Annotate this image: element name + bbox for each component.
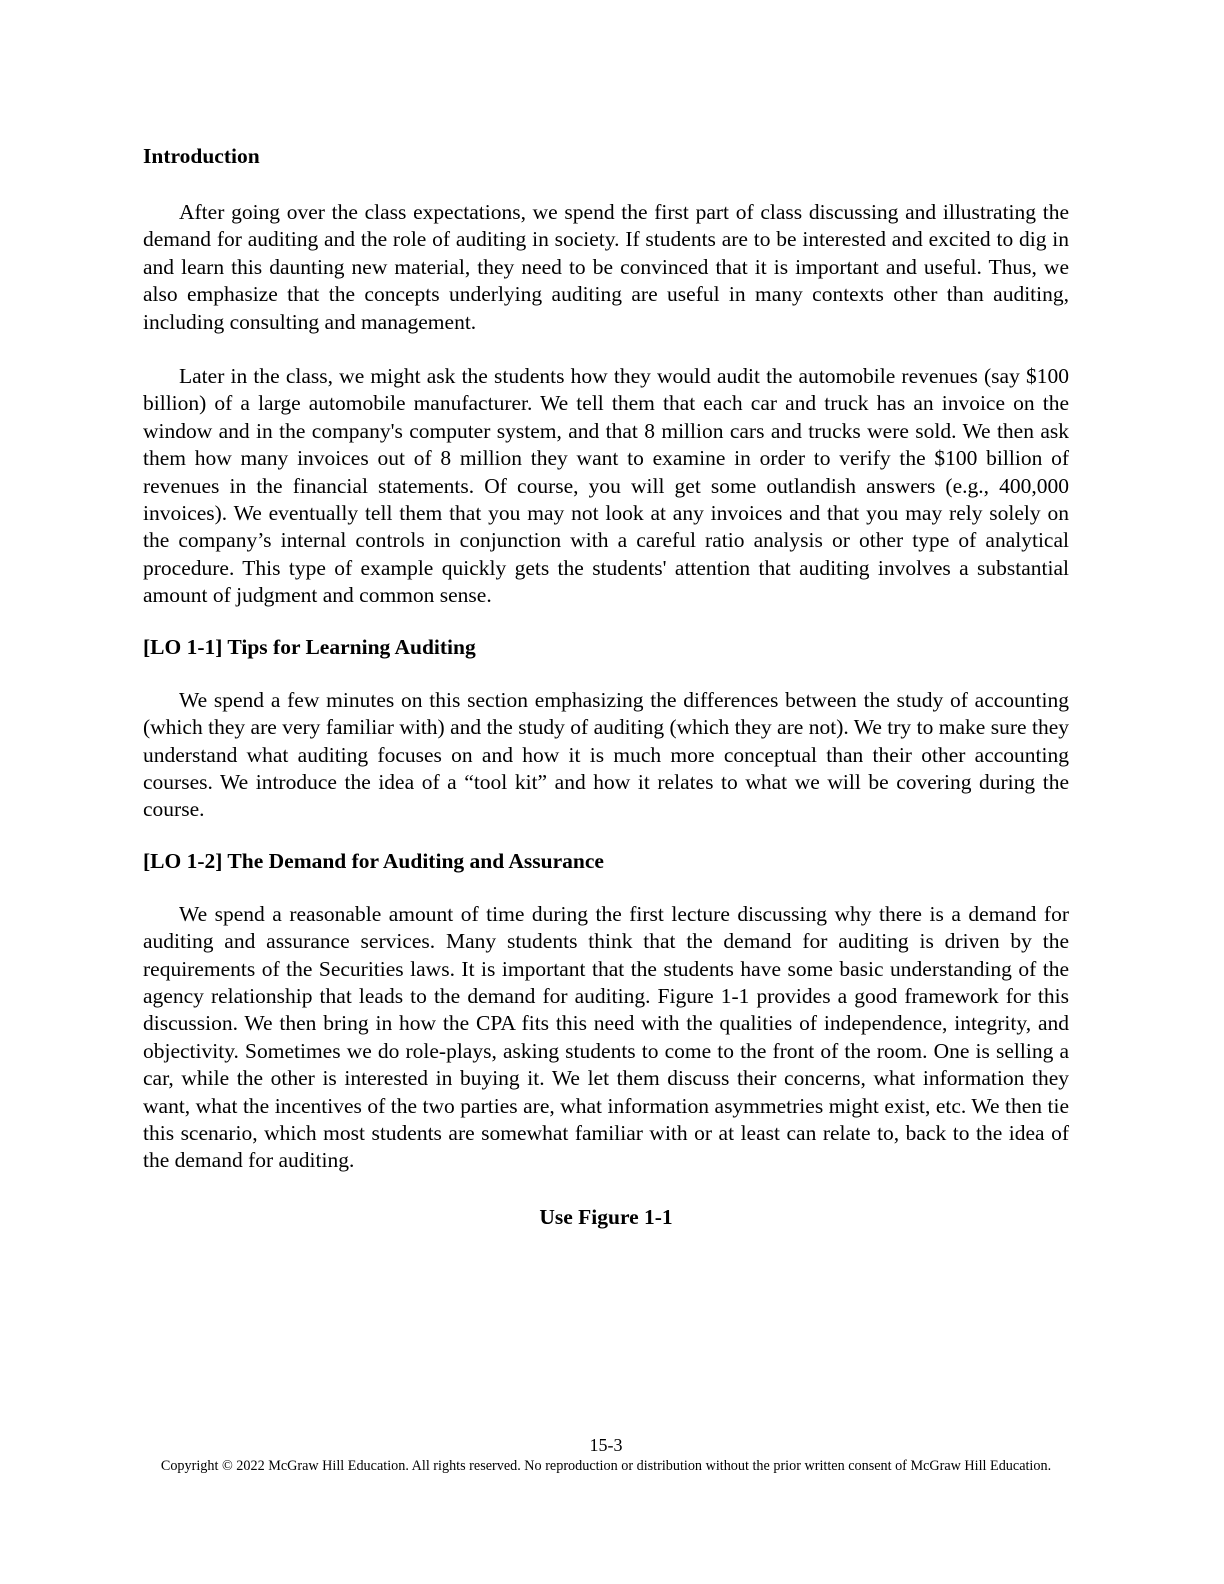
copyright-notice: Copyright © 2022 McGraw Hill Education. All rights reserved. No reproduction or distribution without the prior written consent of McGraw Hill Education. [160, 1458, 1052, 1474]
lo1-paragraph: We spend a few minutes on this section emphasizing the differences between the study of accounting (which they are very familiar with) and the study of auditing (which they are not). We try to make sure they understand what auditing focuses on and how it is much more conceptual than their other accounting courses. We introduce the idea of a “tool kit” and how it relates to what we will be covering during the course. [143, 687, 1069, 822]
page-footer [143, 1434, 1069, 1475]
section-heading-lo2: [LO 1-2] The Demand for Auditing and Assurance [143, 848, 604, 873]
figure-reference: Use Figure 1-1 [539, 1204, 673, 1229]
section-heading-introduction: Introduction [143, 144, 260, 168]
section-heading-lo1: [LO 1-1] Tips for Learning Auditing [143, 634, 476, 659]
introduction-paragraph-1: After going over the class expectations, we spend the first part of class discussing and illustrating the demand for auditing and the role of auditing in society. If students are to be interested and excited to dig in and learn this daunting new material, they need to be convinced that it is important and useful. Thus, we also emphasize that the concepts underlying auditing are useful in many contexts other than auditing, including consulting and management. [143, 200, 1069, 334]
introduction-paragraph-2: Later in the class, we might ask the students how they would audit the automobile revenues (say $100 billion) of a large automobile manufacturer. We tell them that each car and truck has an invoice on the window and in the company's computer system, and that 8 million cars and trucks were sold. We then ask them how many invoices out of 8 million they want to examine in order to verify the $100 billion of revenues in the financial statements. Of course, you will get some outlandish answers (e.g., 400,000 invoices). We eventually tell them that you may not look at any invoices and that you may rely solely on the company’s internal controls in conjunction with a careful ratio analysis or other type of analytical procedure. This type of example quickly gets the students' attention that auditing involves a substantial amount of judgment and common sense. [143, 364, 1069, 608]
lo2-paragraph: We spend a reasonable amount of time during the first lecture discussing why there is a demand for auditing and assurance services. Many students think that the demand for auditing is driven by the requirements of the Securities laws. It is important that the students have some basic understanding of the agency relationship that leads to the demand for auditing. Figure 1-1 provides a good framework for this discussion. We then bring in how the CPA fits this need with the qualities of independence, integrity, and objectivity. Sometimes we do role-plays, asking students to come to the front of the room. One is selling a car, while the other is interested in buying it. We let them discuss their concerns, what information they want, what the incentives of the two parties are, what information asymmetries might exist, etc. We then tie this scenario, which most students are somewhat familiar with or at least can relate to, back to the idea of the demand for auditing. [143, 901, 1069, 1173]
document-page [143, 143, 1069, 1231]
page-number: 15-3 [589, 1435, 623, 1455]
